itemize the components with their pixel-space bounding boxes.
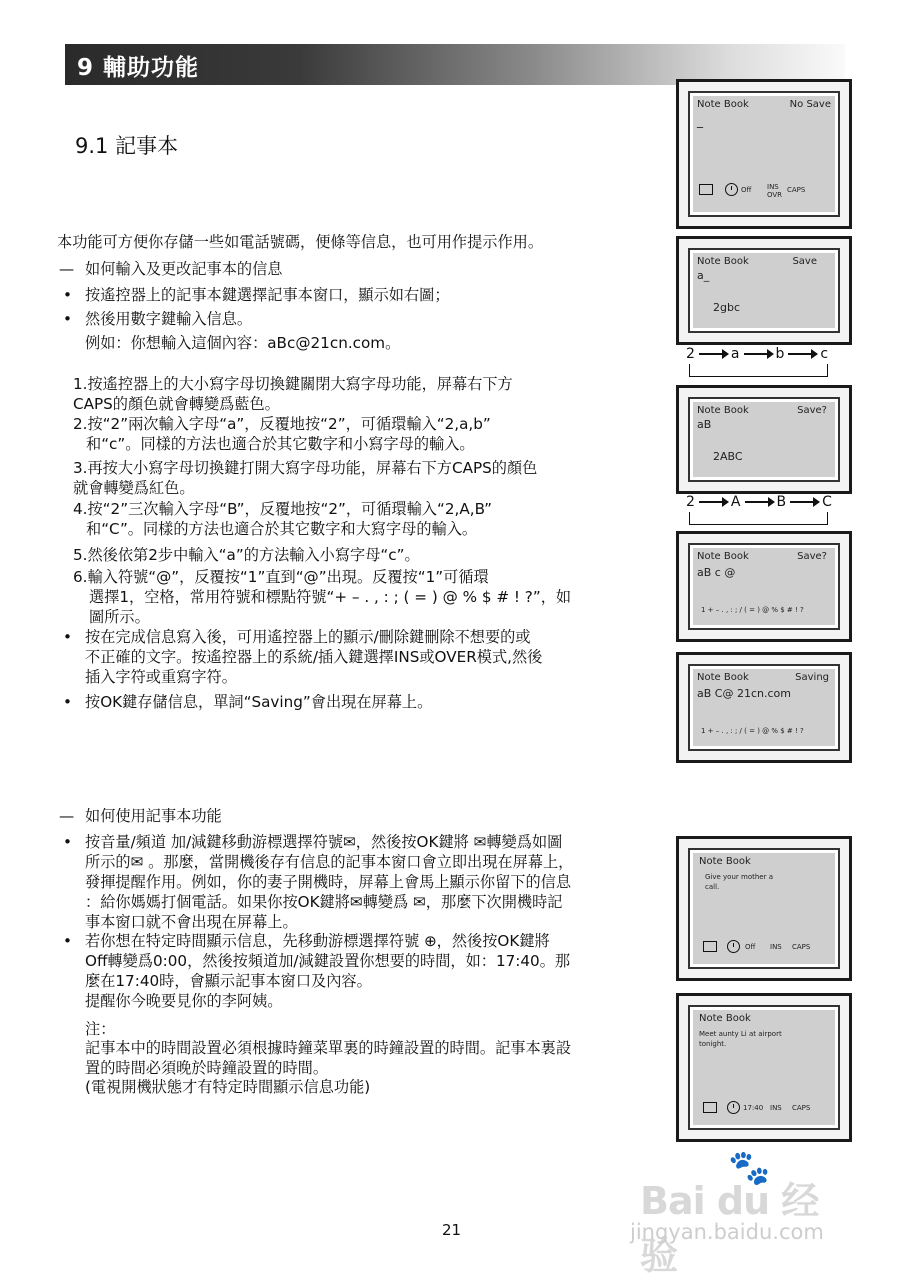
- seq-item: A: [730, 494, 741, 510]
- watermark: [630, 1148, 840, 1278]
- screen-ins: INS: [770, 943, 782, 951]
- clock-icon: [727, 940, 740, 953]
- screen-caps: CAPS: [792, 1104, 811, 1112]
- step-2-line-1: 2.按“2”兩次輸入字母“a”，反覆地按“2”，可循環輸入“2,a,b”: [73, 415, 491, 433]
- step-2-line-2: 和“c”。同樣的方法也適合於其它數字和小寫字母的輸入。: [86, 435, 475, 453]
- screen-line-1: a_: [697, 269, 710, 282]
- screen-title: Note Book: [697, 99, 749, 110]
- tv-screen-1: [676, 79, 852, 229]
- bullet-enter-info: • 然後用數字鍵輸入信息。: [85, 309, 252, 330]
- note-line-1: 記事本中的時間設置必須根據時鐘菜單裏的時鐘設置的時間。記事本裏設: [85, 1039, 571, 1057]
- use-1-line-1: • 按音量/頻道 加/減鍵移動游標選擇符號✉，然後按OK鍵將 ✉轉變爲如圖: [85, 832, 562, 853]
- example-text: 例如：你想輸入這個內容：aBc@21cn.com。: [85, 334, 401, 352]
- screen-title: Note Book: [699, 1013, 751, 1024]
- use-2-line-4: 提醒你今晚要見你的李阿姨。: [85, 992, 283, 1010]
- envelope-icon: [703, 1102, 717, 1114]
- cycle-loop-line: [689, 512, 828, 525]
- seq-item: C: [822, 494, 832, 510]
- tv-screen-5: [676, 652, 852, 763]
- seq-item: b: [775, 346, 785, 362]
- step-1-line-2: CAPS的顏色就會轉變爲藍色。: [73, 395, 280, 413]
- screen-line-2: tonight.: [699, 1040, 727, 1048]
- use-1-line-5: 事本窗口就不會出現在屏幕上。: [85, 913, 298, 931]
- use-1-line-3: 發揮提醒作用。例如，你的妻子開機時，屏幕上會馬上顯示你留下的信息: [85, 873, 571, 891]
- seq-item: B: [776, 494, 787, 510]
- watermark-logo: Bai du 经验: [640, 1179, 819, 1278]
- envelope-icon: [703, 941, 717, 953]
- seq-item: c: [820, 346, 829, 362]
- screen-line-1: Give your mother a: [705, 873, 773, 881]
- use-1-line-4: ：給你媽媽打個電話。如果你按OK鍵將✉轉變爲 ✉，那麼下次開機時記: [85, 893, 563, 911]
- screen-status: No Save: [789, 99, 831, 110]
- use-2-line-1: • 若你想在特定時間顯示信息，先移動游標選擇符號 ⊕，然後按OK鍵將: [85, 931, 550, 952]
- screen-line-1: aB C@ 21cn.com: [697, 687, 791, 700]
- page-number: 21: [442, 1221, 462, 1239]
- clock-icon: [725, 183, 738, 196]
- screen-title: Note Book: [699, 856, 751, 867]
- tv-screen-4: [676, 531, 852, 642]
- heading-input: — 如何輸入及更改記事本的信息: [85, 259, 282, 280]
- screen-time: 17:40: [743, 1104, 764, 1112]
- tv-screen-7: [676, 993, 852, 1142]
- screen-status: Save?: [797, 405, 827, 416]
- screen-ins: INS: [767, 183, 779, 191]
- screen-off: Off: [745, 943, 756, 951]
- step-4-line-1: 4.按“2”三次輸入字母“B”，反覆地按“2”，可循環輸入“2,A,B”: [73, 500, 493, 518]
- screen-caps: CAPS: [787, 186, 806, 194]
- step-3-line-1: 3.再按大小寫字母切換鍵打開大寫字母功能，屏幕右下方CAPS的顏色: [73, 459, 538, 477]
- paw-icon: 🐾: [728, 1148, 771, 1188]
- step-6-line-2: 選擇1，空格，常用符號和標點符號“+ – . , : ; ( = ) @ % $ # ! ?”，如: [89, 588, 572, 606]
- step-1-line-1: 1.按遙控器上的大小寫字母切換鍵關閉大寫字母功能，屏幕右下方: [73, 375, 513, 393]
- screen-symbols: 1 + – . , : ; / ( = ) @ % $ # ! ?: [701, 606, 804, 614]
- section-title: 9.1 記事本: [75, 134, 179, 158]
- screen-title: Note Book: [697, 256, 749, 267]
- note-label: 注：: [85, 1020, 116, 1038]
- seq-item: a: [730, 346, 740, 362]
- seq-item: 2: [686, 346, 695, 362]
- use-2-line-3: 麼在17:40時，會顯示記事本窗口及內容。: [85, 972, 372, 990]
- uppercase-cycle: [686, 494, 832, 510]
- screen-line-1: Meet aunty Li at airport: [699, 1030, 782, 1038]
- step-5: 5.然後依第2步中輸入“a”的方法輸入小寫字母“c”。: [73, 546, 420, 564]
- seq-item: 2: [686, 494, 695, 510]
- screen-line-1: aB: [697, 418, 712, 431]
- watermark-url: jingyan.baidu.com: [630, 1220, 824, 1244]
- step-6-line-3: 圖所示。: [89, 608, 150, 626]
- tv-screen-6: [676, 836, 852, 981]
- cycle-loop-line: [689, 364, 828, 377]
- screen-ovr: OVR: [767, 191, 783, 199]
- screen-line-2: call.: [705, 883, 720, 891]
- screen-title: Note Book: [697, 672, 749, 683]
- screen-line-1: _: [697, 114, 703, 128]
- screen-title: Note Book: [697, 405, 749, 416]
- lowercase-cycle: [686, 346, 828, 362]
- bullet-select-window: • 按遙控器上的記事本鍵選擇記事本窗口，顯示如右圖；: [85, 285, 450, 306]
- bullet-delete-line-3: 插入字符或重寫字符。: [85, 668, 237, 686]
- screen-status: Save: [792, 256, 817, 267]
- screen-symbols: 1 + – . , : ; / ( = ) @ % $ # ! ?: [701, 727, 804, 735]
- screen-title: Note Book: [697, 551, 749, 562]
- screen-line-2: 2gbc: [713, 301, 741, 314]
- use-2-line-2: Off轉變爲0:00，然後按頻道加/減鍵設置你想要的時間，如：17:40。那: [85, 952, 571, 970]
- tv-screen-3: [676, 385, 852, 494]
- screen-line-1: aB c @: [697, 566, 736, 579]
- screen-caps: CAPS: [792, 943, 811, 951]
- heading-use: — 如何使用記事本功能: [85, 806, 222, 827]
- chapter-title: 9 輔助功能: [77, 55, 200, 81]
- step-4-line-2: 和“C”。同樣的方法也適合於其它數字和大寫字母的輸入。: [86, 520, 478, 538]
- use-1-line-2: 所示的✉ 。那麼，當開機後存有信息的記事本窗口會立即出現在屏幕上，: [85, 853, 574, 871]
- screen-ins: INS: [770, 1104, 782, 1112]
- envelope-icon: [699, 184, 713, 196]
- note-line-2: 置的時間必須晚於時鐘設置的時間。: [85, 1059, 328, 1077]
- note-line-3: (電視開機狀態才有特定時間顯示信息功能): [85, 1078, 371, 1096]
- bullet-save: • 按OK鍵存儲信息，單詞“Saving”會出現在屏幕上。: [85, 692, 432, 713]
- bullet-delete-line-1: • 按在完成信息寫入後，可用遙控器上的顯示/刪除鍵刪除不想要的或: [85, 627, 531, 648]
- tv-screen-2: [676, 236, 852, 345]
- intro-text: 本功能可方便你存儲一些如電話號碼，便條等信息，也可用作提示作用。: [57, 233, 543, 251]
- screen-line-2: 2ABC: [713, 450, 743, 463]
- clock-icon: [727, 1101, 740, 1114]
- screen-status: Saving: [795, 672, 829, 683]
- step-6-line-1: 6.輸入符號“@”，反覆按“1”直到“@”出現。反覆按“1”可循環: [73, 568, 489, 586]
- screen-status: Save?: [797, 551, 827, 562]
- step-3-line-2: 就會轉變爲紅色。: [73, 479, 195, 497]
- bullet-delete-line-2: 不正確的文字。按遙控器上的系統/插入鍵選擇INS或OVER模式,然後: [85, 648, 543, 666]
- screen-off: Off: [741, 186, 752, 194]
